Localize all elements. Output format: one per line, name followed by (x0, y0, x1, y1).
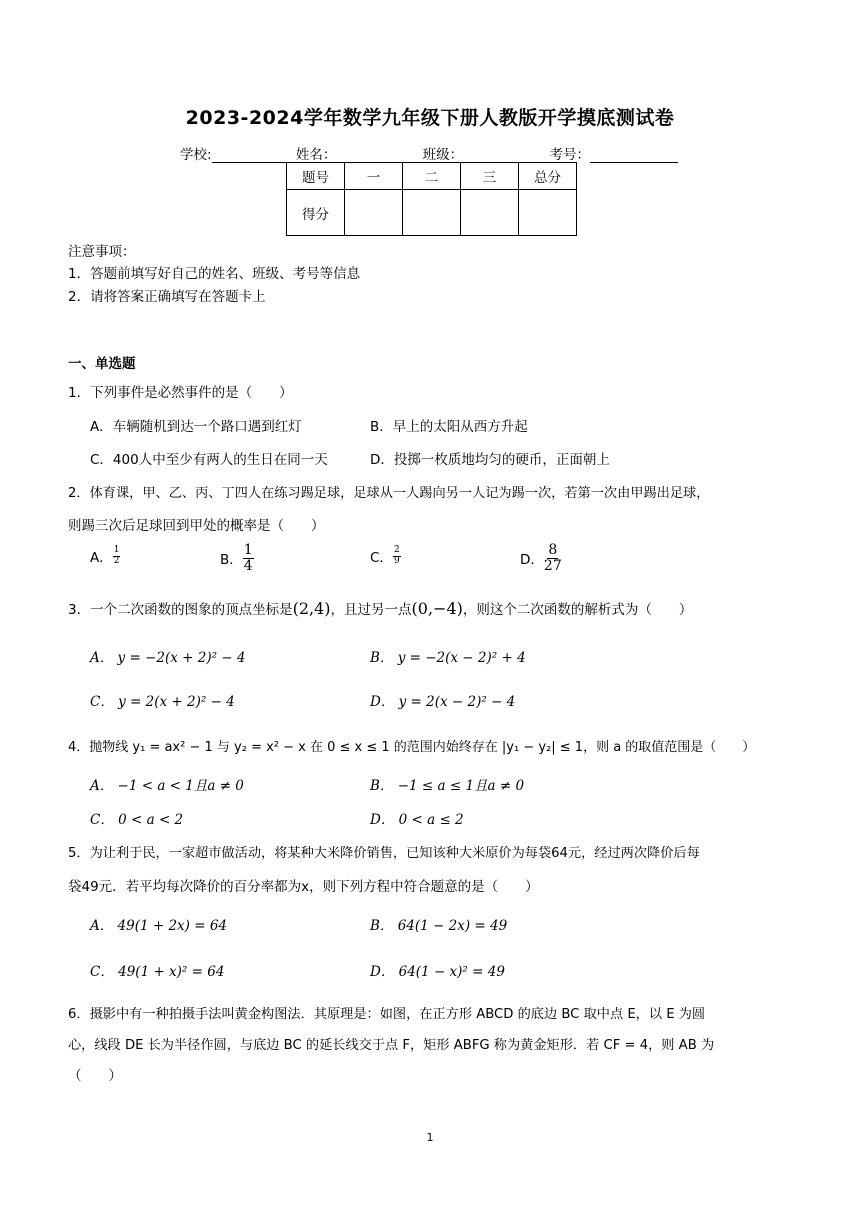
score-cell (461, 190, 519, 236)
score-header-cell: 题号 (287, 163, 345, 190)
q3-option-d: D． y = 2(x − 2)² − 4 (370, 694, 516, 710)
score-cell (345, 190, 403, 236)
q5-option-a: A． 49(1 + 2x) = 64 (90, 918, 228, 934)
class-blank (463, 148, 545, 163)
page-number: 1 (426, 1131, 434, 1144)
q2-option-b: B． $\frac{1}{4}$ (220, 542, 253, 574)
fraction: $\frac{1}{2}$ (113, 545, 120, 566)
class-label: 班级： (422, 147, 464, 163)
question-1-stem: 1．下列事件是必然事件的是（ ） (68, 385, 293, 401)
q1-option-b: B．早上的太阳从西方升起 (370, 419, 528, 435)
q2-option-c: C． $\frac{2}{9}$ (370, 545, 400, 566)
school-label: 学校: (180, 147, 212, 163)
question-6-line-3: （ ） (68, 1068, 122, 1084)
q4-option-a: A． −1 < a < 1且a ≠ 0 (90, 778, 244, 794)
question-6-line-1: 6．摄影中有一种拍摄手法叫黄金构图法．其原理是：如图，在正方形 ABCD 的底边 BC 取中点 E，以 E 为圆 (68, 1007, 706, 1022)
score-header-cell: 二 (403, 163, 461, 190)
notice-heading: 注意事项： (68, 244, 136, 260)
score-cell (519, 190, 577, 236)
question-2-line-1: 2．体育课，甲、乙、丙、丁四人在练习踢足球，足球从一人踢向另一人记为踢一次，若第一次由甲踢出足球， (68, 486, 710, 501)
score-header-cell: 三 (461, 163, 519, 190)
score-header-cell: 总分 (519, 163, 577, 190)
question-2-line-2: 则踢三次后足球回到甲处的概率是（ ） (68, 518, 325, 534)
q4-option-c: C． 0 < a < 2 (90, 812, 184, 828)
q3-option-c: C． y = 2(x + 2)² − 4 (90, 694, 235, 710)
exam-no-blank (590, 148, 678, 163)
q3-option-b: B． y = −2(x − 2)² + 4 (370, 650, 526, 666)
page-title: 2023-2024学年数学九年级下册人教版开学摸底测试卷 (185, 107, 675, 129)
score-cell (403, 190, 461, 236)
q4-option-d: D． 0 < a ≤ 2 (370, 812, 464, 828)
question-6-line-2: 心，线段 DE 长为半径作圆，与底边 BC 的延长线交于点 F，矩形 ABFG 称为黄金矩形．若 CF = 4，则 AB 为 (68, 1038, 715, 1053)
q2-option-d: D． $\frac{8}{27}$ (520, 542, 562, 574)
question-5-line-2: 袋49元．若平均每次降价的百分率都为x，则下列方程中符合题意的是（ ） (68, 879, 539, 895)
fraction: $\frac{1}{4}$ (243, 542, 253, 574)
score-row-label: 得分 (287, 190, 345, 236)
score-table (286, 162, 577, 236)
student-info-line (180, 143, 678, 163)
fraction: $\frac{8}{27}$ (543, 542, 562, 574)
q2-option-a: A． $\frac{1}{2}$ (90, 545, 120, 566)
name-blank (336, 148, 418, 163)
score-header-cell: 一 (345, 163, 403, 190)
fraction: $\frac{2}{9}$ (393, 545, 400, 566)
name-label: 姓名： (295, 147, 337, 163)
notice-item: 2．请将答案正确填写在答题卡上 (68, 289, 266, 305)
q1-option-a: A．车辆随机到达一个路口遇到红灯 (90, 419, 302, 435)
q1-option-d: D．投掷一枚质地均匀的硬币，正面朝上 (370, 452, 610, 468)
q5-option-c: C． 49(1 + x)² = 64 (90, 964, 225, 980)
q3-option-a: A． y = −2(x + 2)² − 4 (90, 650, 246, 666)
question-3-stem: 3．一个二次函数的图象的顶点坐标是(2,4)，且过另一点(0,−4)，则这个二次函数的解析式为（ ） (68, 599, 693, 618)
school-blank (212, 148, 292, 163)
notice-item: 1．答题前填写好自己的姓名、班级、考号等信息 (68, 266, 361, 282)
question-5-line-1: 5．为让利于民，一家超市做活动，将某种大米降价销售，已知该种大米原价为每袋64元，经过两次降价后每 (68, 846, 700, 861)
q5-option-d: D． 64(1 − x)² = 49 (370, 964, 505, 980)
q1-option-c: C．400人中至少有两人的生日在同一天 (90, 452, 328, 468)
exam-no-label: 考号： (549, 147, 590, 163)
q5-option-b: B． 64(1 − 2x) = 49 (370, 918, 508, 934)
question-4-stem: 4．抛物线 y₁ = ax² − 1 与 y₂ = x² − x 在 0 ≤ x ≤ 1 的范围内始终存在 |y₁ − y₂| ≤ 1，则 a 的取值范围是（ ） (68, 740, 756, 755)
section-heading: 一、单选题 (68, 356, 136, 372)
q4-option-b: B． −1 ≤ a ≤ 1且a ≠ 0 (370, 778, 525, 794)
